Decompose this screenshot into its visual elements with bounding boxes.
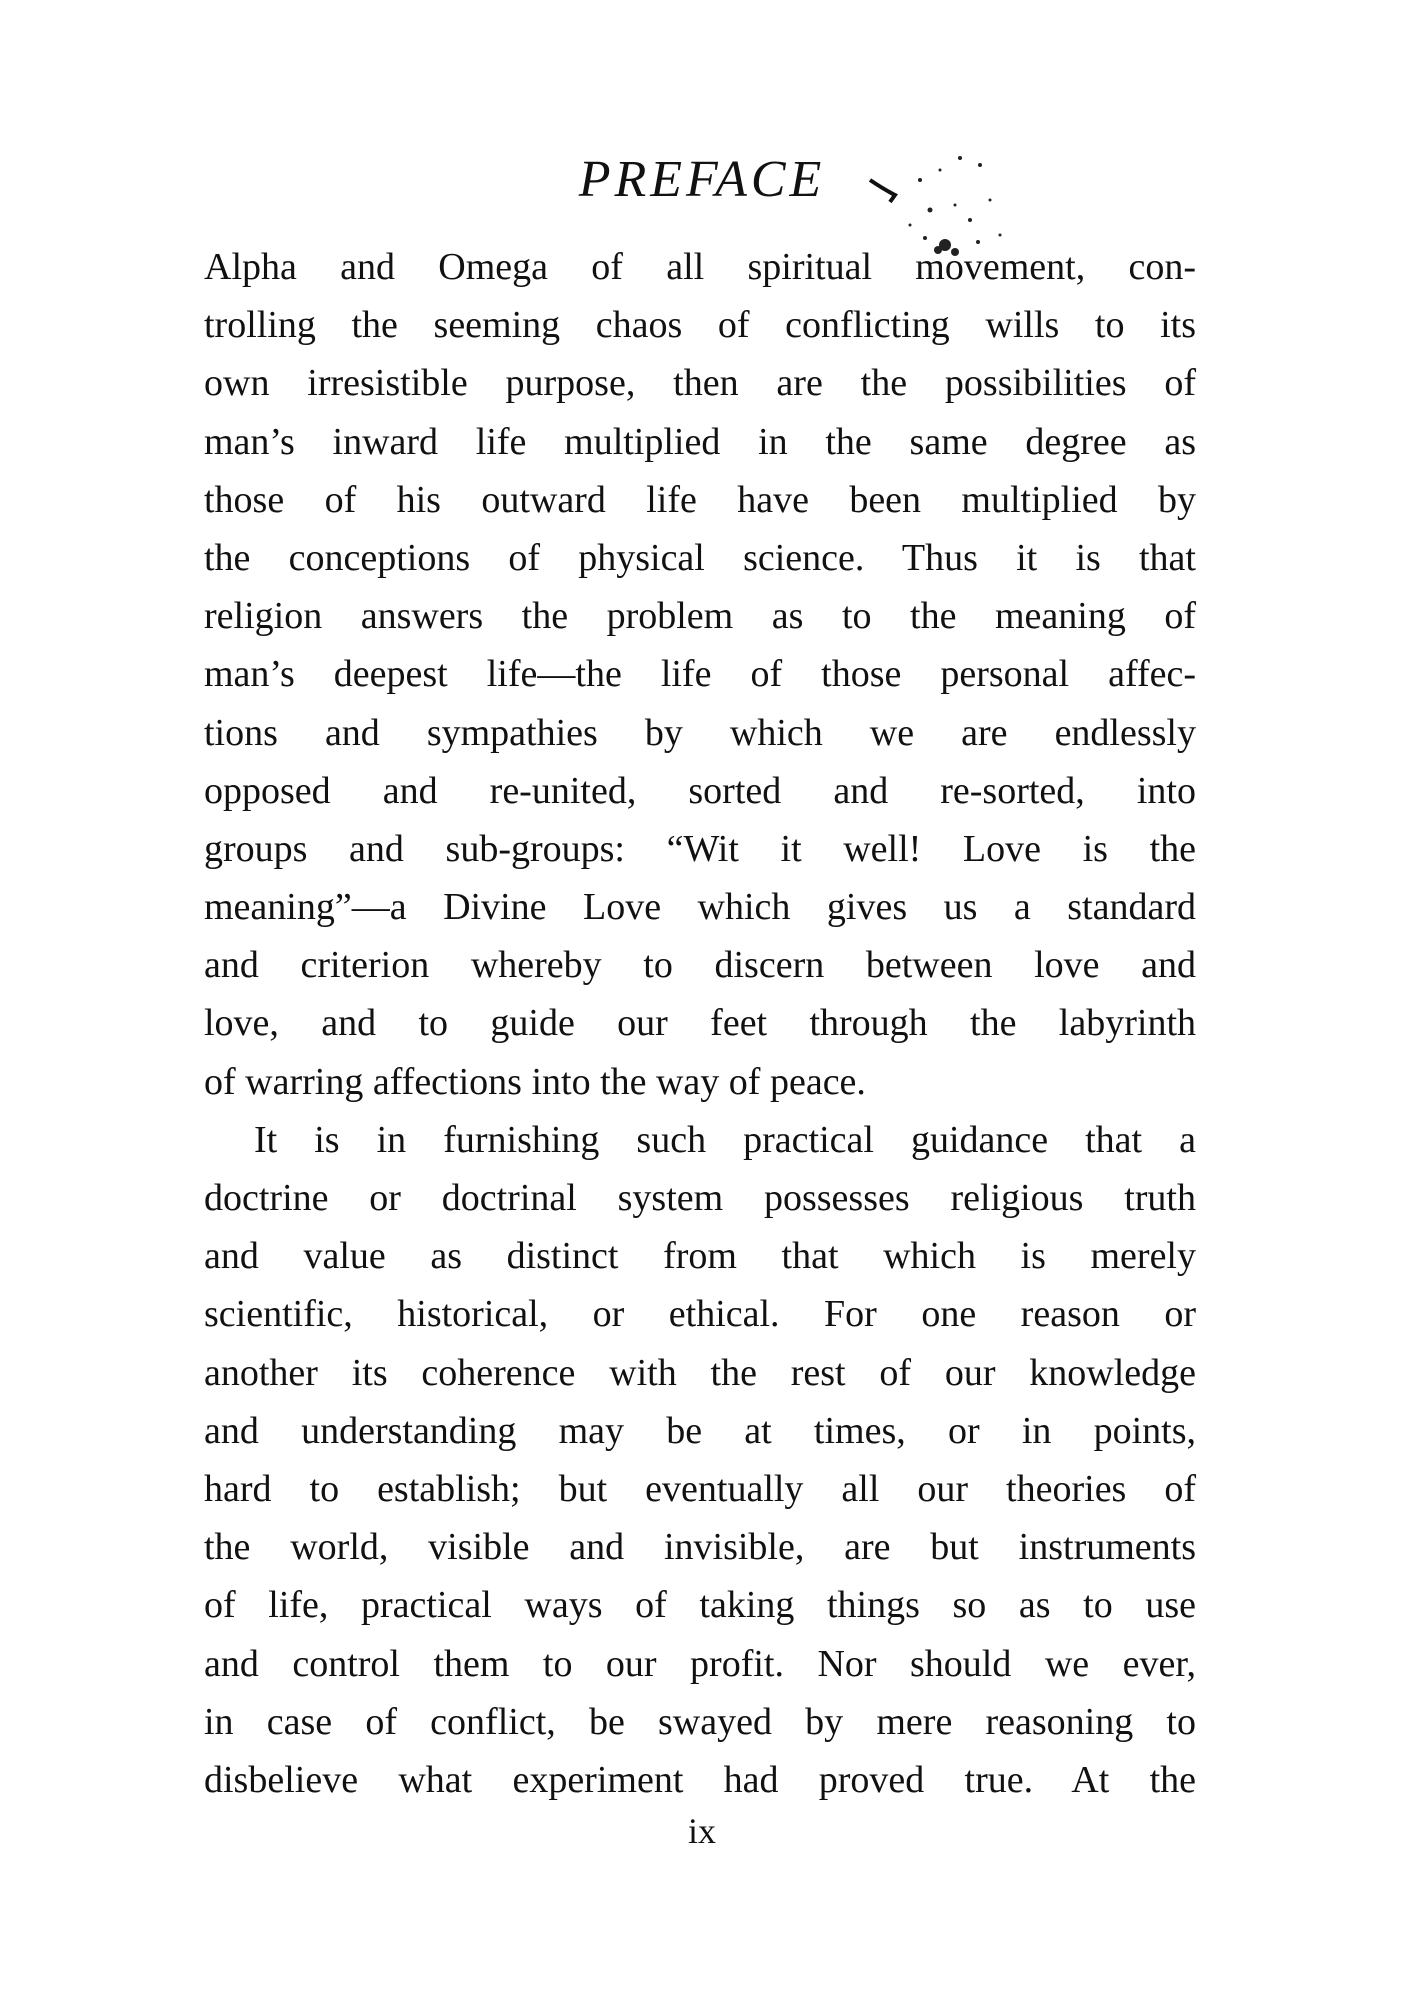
text-line: man’s inward life multiplied in the same degree as bbox=[204, 420, 1196, 463]
text-line: tions and sympathies by which we are endlessly bbox=[204, 711, 1196, 754]
text-line: groups and sub-groups: “Wit it well! Love is the bbox=[204, 827, 1196, 870]
page-heading: PREFACE bbox=[578, 151, 826, 208]
text-line: It is in furnishing such practical guidance that a bbox=[254, 1118, 1196, 1161]
text-line: hard to establish; but eventually all our theories of bbox=[204, 1467, 1196, 1510]
text-line: the world, visible and invisible, are but instruments bbox=[204, 1526, 1196, 1569]
text-line: those of his outward life have been multiplied by bbox=[204, 478, 1196, 521]
body-text bbox=[204, 238, 1196, 1809]
text-line: meaning”—a Divine Love which gives us a standard bbox=[204, 886, 1196, 929]
text-line: love, and to guide our feet through the labyrinth bbox=[204, 1002, 1196, 1045]
text-line: doctrine or doctrinal system possesses religious truth bbox=[204, 1177, 1196, 1219]
text-line: Alpha and Omega of all spiritual movement, con- bbox=[204, 246, 1196, 288]
text-line: and understanding may be at times, or in points, bbox=[204, 1409, 1196, 1452]
text-line: own irresistible purpose, then are the possibilities of bbox=[204, 362, 1196, 405]
text-line: and control them to our profit. Nor should we ever, bbox=[204, 1642, 1196, 1685]
paragraph-2 bbox=[204, 1111, 1196, 1809]
text-line: scientific, historical, or ethical. For one reason or bbox=[204, 1293, 1196, 1336]
text-line: trolling the seeming chaos of conflicting wills to its bbox=[204, 304, 1196, 347]
text-line: another its coherence with the rest of our knowledge bbox=[204, 1351, 1196, 1394]
text-line: of warring affections into the way of peace. bbox=[204, 1060, 866, 1103]
page-number: ix bbox=[687, 1811, 716, 1851]
text-line: disbelieve what experiment had proved true. At the bbox=[204, 1758, 1196, 1801]
text-line: in case of conflict, be swayed by mere reasoning to bbox=[204, 1700, 1196, 1743]
text-line: man’s deepest life—the life of those personal affec- bbox=[204, 653, 1196, 696]
text-line: of life, practical ways of taking things so as to use bbox=[204, 1584, 1196, 1627]
text-line: the conceptions of physical science. Thus it is that bbox=[204, 536, 1196, 579]
text-line: religion answers the problem as to the meaning of bbox=[204, 595, 1196, 638]
text-line: and criterion whereby to discern between love and bbox=[204, 944, 1196, 987]
text-line: opposed and re-united, sorted and re-sorted, into bbox=[204, 769, 1196, 812]
paragraph-1 bbox=[204, 238, 1196, 1111]
text-line: and value as distinct from that which is merely bbox=[204, 1235, 1196, 1278]
